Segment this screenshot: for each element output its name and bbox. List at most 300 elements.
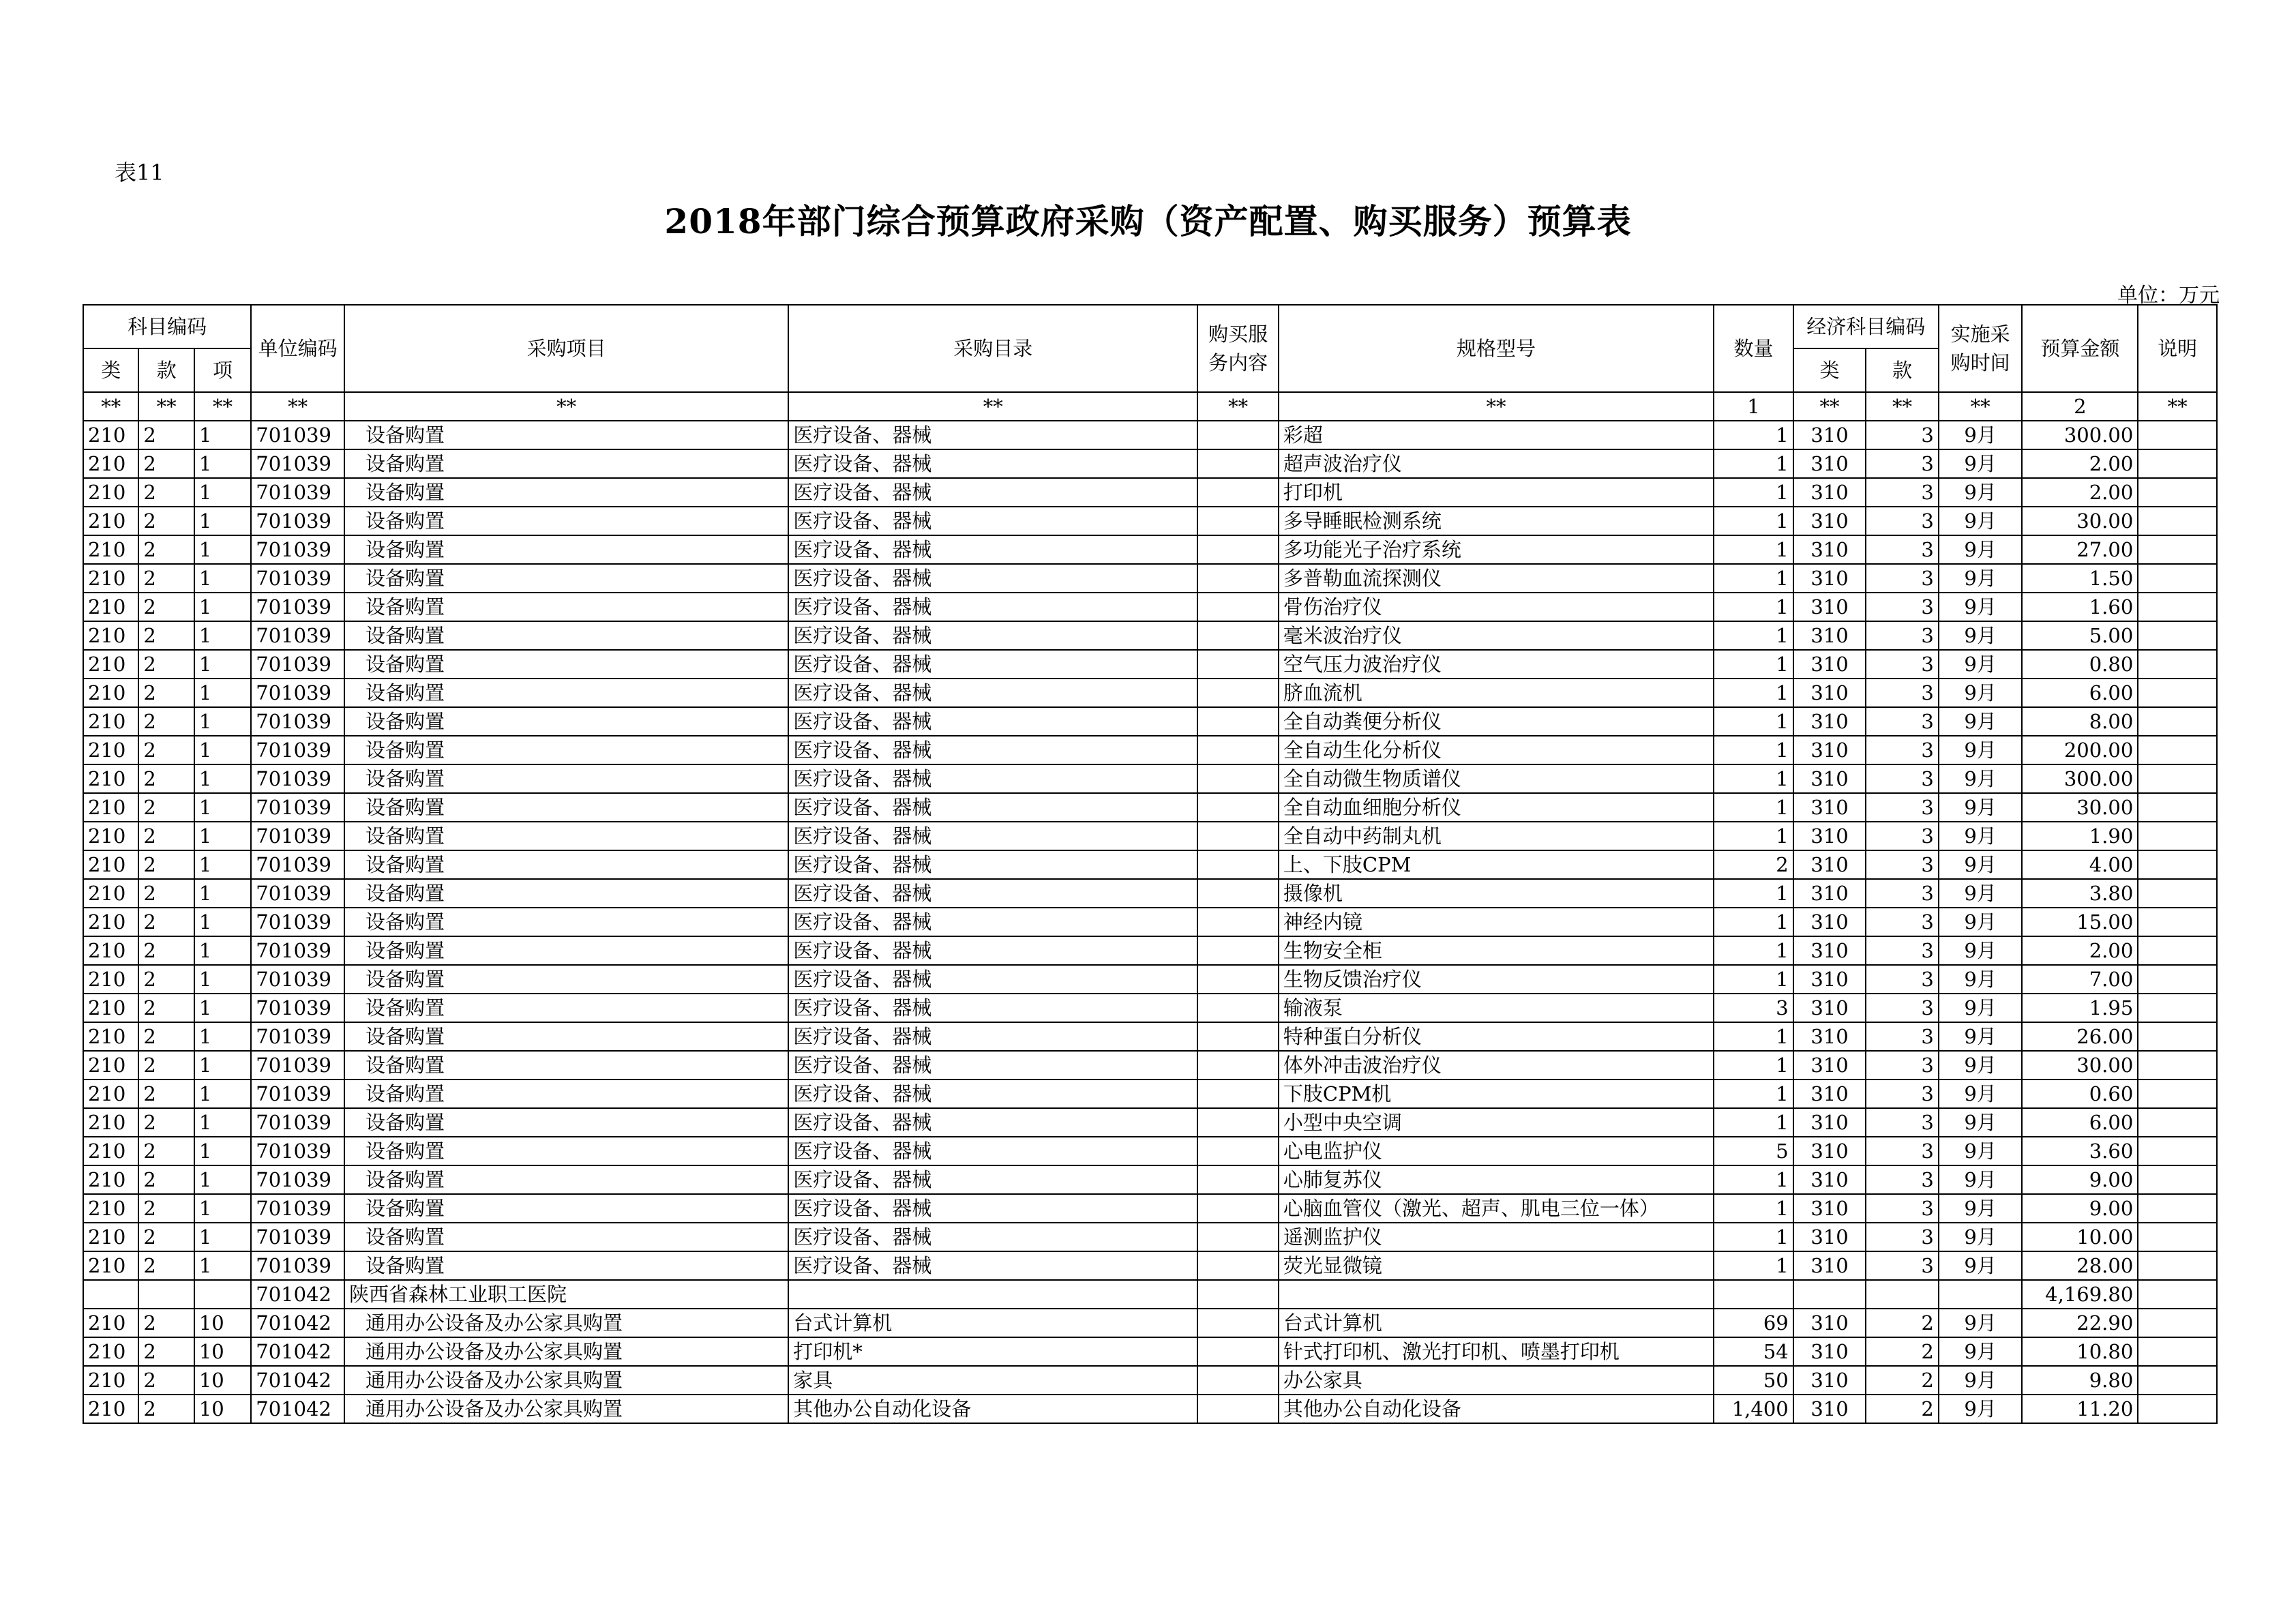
table-body — [83, 392, 2217, 1423]
cell-econ-kuan: 3 — [1866, 994, 1939, 1022]
cell-amount: 28.00 — [2022, 1251, 2138, 1280]
cell-econ-lei: 310 — [1793, 1051, 1866, 1079]
cell-catalog: 医疗设备、器械 — [788, 535, 1197, 564]
cell-service — [1197, 736, 1279, 764]
cell-kuan: 2 — [138, 879, 194, 908]
cell-service — [1197, 994, 1279, 1022]
cell-service — [1197, 507, 1279, 535]
cell-kuan: 2 — [138, 707, 194, 736]
cell-lei: 210 — [83, 449, 138, 478]
cell-econ-kuan: 3 — [1866, 736, 1939, 764]
cell-kuan: 2 — [138, 908, 194, 936]
cell-qty: 1 — [1714, 1223, 1793, 1251]
cell-unit-code: 701039 — [251, 707, 344, 736]
cell-catalog: 医疗设备、器械 — [788, 879, 1197, 908]
cell-spec: 全自动微生物质谱仪 — [1279, 764, 1714, 793]
cell-unit-code: 701039 — [251, 1051, 344, 1079]
cell-spec: 荧光显微镜 — [1279, 1251, 1714, 1280]
cell-catalog: 打印机* — [788, 1337, 1197, 1366]
cell-service — [1197, 449, 1279, 478]
cell-catalog: 医疗设备、器械 — [788, 650, 1197, 679]
cell-lei: 210 — [83, 621, 138, 650]
cell-lei: 210 — [83, 1137, 138, 1165]
cell-econ-lei: 310 — [1793, 507, 1866, 535]
cell-project: 陕西省森林工业职工医院 — [344, 1280, 788, 1309]
cell-spec: 彩超 — [1279, 421, 1714, 449]
cell-spec: 心脑血管仪（激光、超声、肌电三位一体） — [1279, 1194, 1714, 1223]
table-row — [83, 707, 2217, 736]
cell-note — [2138, 564, 2217, 593]
cell-kuan: 2 — [138, 736, 194, 764]
cell-service — [1197, 1108, 1279, 1137]
cell-econ-kuan: 3 — [1866, 1108, 1939, 1137]
cell-econ-lei: 310 — [1793, 764, 1866, 793]
cell-time: 9月 — [1939, 1223, 2023, 1251]
cell-econ-lei: 310 — [1793, 908, 1866, 936]
cell-time: 9月 — [1939, 1137, 2023, 1165]
cell-unit-code: 701039 — [251, 1108, 344, 1137]
budget-table — [83, 304, 2218, 1424]
cell-amount: 2.00 — [2022, 478, 2138, 507]
cell-econ-kuan: 3 — [1866, 1165, 1939, 1194]
cell-unit-code: 701039 — [251, 764, 344, 793]
cell-spec: 台式计算机 — [1279, 1309, 1714, 1337]
cell-catalog: 医疗设备、器械 — [788, 994, 1197, 1022]
cell-time: 9月 — [1939, 736, 2023, 764]
cell-kuan — [138, 1280, 194, 1309]
cell-econ-lei: 310 — [1793, 1194, 1866, 1223]
cell-xiang: 1 — [194, 936, 251, 965]
cell-lei: 210 — [83, 1165, 138, 1194]
cell-qty: 1 — [1714, 535, 1793, 564]
table-row — [83, 764, 2217, 793]
cell-project: 设备购置 — [344, 593, 788, 621]
marker-cell: ** — [1793, 392, 1866, 421]
cell-lei: 210 — [83, 1194, 138, 1223]
cell-service — [1197, 850, 1279, 879]
cell-econ-kuan: 3 — [1866, 621, 1939, 650]
cell-econ-kuan: 3 — [1866, 707, 1939, 736]
cell-qty: 1 — [1714, 1079, 1793, 1108]
cell-note — [2138, 1309, 2217, 1337]
cell-project: 设备购置 — [344, 1108, 788, 1137]
cell-catalog — [788, 1280, 1197, 1309]
table-row — [83, 994, 2217, 1022]
cell-project: 设备购置 — [344, 994, 788, 1022]
cell-unit-code: 701039 — [251, 650, 344, 679]
header-time: 实施采购时间 — [1939, 305, 2023, 392]
cell-catalog: 医疗设备、器械 — [788, 593, 1197, 621]
table-row — [83, 1251, 2217, 1280]
cell-note — [2138, 1108, 2217, 1137]
cell-kuan: 2 — [138, 679, 194, 707]
cell-service — [1197, 1194, 1279, 1223]
cell-econ-lei: 310 — [1793, 564, 1866, 593]
cell-econ-kuan: 3 — [1866, 507, 1939, 535]
header-econ-kuan: 款 — [1866, 348, 1939, 392]
cell-service — [1197, 908, 1279, 936]
cell-unit-code: 701039 — [251, 679, 344, 707]
cell-note — [2138, 1395, 2217, 1423]
cell-kuan: 2 — [138, 535, 194, 564]
cell-amount: 30.00 — [2022, 1051, 2138, 1079]
cell-catalog: 家具 — [788, 1366, 1197, 1395]
cell-xiang: 1 — [194, 1165, 251, 1194]
cell-catalog: 医疗设备、器械 — [788, 679, 1197, 707]
cell-project: 设备购置 — [344, 1223, 788, 1251]
cell-qty: 1 — [1714, 650, 1793, 679]
cell-qty: 1 — [1714, 822, 1793, 850]
cell-xiang: 10 — [194, 1337, 251, 1366]
cell-note — [2138, 1337, 2217, 1366]
table-row — [83, 1223, 2217, 1251]
cell-econ-lei: 310 — [1793, 1337, 1866, 1366]
cell-amount: 9.80 — [2022, 1366, 2138, 1395]
cell-xiang: 1 — [194, 449, 251, 478]
header-project: 采购项目 — [344, 305, 788, 392]
cell-econ-kuan: 3 — [1866, 1137, 1939, 1165]
cell-unit-code: 701039 — [251, 449, 344, 478]
cell-unit-code: 701039 — [251, 1194, 344, 1223]
cell-project: 设备购置 — [344, 1194, 788, 1223]
cell-catalog: 医疗设备、器械 — [788, 965, 1197, 994]
cell-unit-code: 701039 — [251, 936, 344, 965]
cell-econ-kuan: 3 — [1866, 1051, 1939, 1079]
cell-econ-lei: 310 — [1793, 1395, 1866, 1423]
header-econ-code: 经济科目编码 — [1793, 305, 1939, 348]
table-row — [83, 449, 2217, 478]
group-row — [83, 1280, 2217, 1309]
cell-unit-code: 701039 — [251, 994, 344, 1022]
cell-time: 9月 — [1939, 650, 2023, 679]
cell-econ-lei: 310 — [1793, 478, 1866, 507]
cell-spec: 其他办公自动化设备 — [1279, 1395, 1714, 1423]
cell-unit-code: 701042 — [251, 1395, 344, 1423]
marker-cell: ** — [344, 392, 788, 421]
table-row — [83, 593, 2217, 621]
cell-time: 9月 — [1939, 621, 2023, 650]
cell-service — [1197, 1137, 1279, 1165]
cell-kuan: 2 — [138, 621, 194, 650]
cell-qty: 5 — [1714, 1137, 1793, 1165]
cell-catalog: 医疗设备、器械 — [788, 793, 1197, 822]
cell-unit-code: 701039 — [251, 535, 344, 564]
cell-lei: 210 — [83, 850, 138, 879]
cell-unit-code: 701039 — [251, 1137, 344, 1165]
cell-kuan: 2 — [138, 564, 194, 593]
cell-kuan: 2 — [138, 1079, 194, 1108]
cell-catalog: 医疗设备、器械 — [788, 1137, 1197, 1165]
cell-qty: 1 — [1714, 679, 1793, 707]
cell-econ-kuan: 2 — [1866, 1366, 1939, 1395]
cell-note — [2138, 1137, 2217, 1165]
cell-qty: 1 — [1714, 1051, 1793, 1079]
cell-note — [2138, 1366, 2217, 1395]
cell-xiang: 1 — [194, 1051, 251, 1079]
cell-time: 9月 — [1939, 879, 2023, 908]
table-header — [83, 305, 2217, 392]
marker-cell: ** — [194, 392, 251, 421]
cell-amount: 9.00 — [2022, 1194, 2138, 1223]
cell-amount: 0.80 — [2022, 650, 2138, 679]
cell-econ-lei: 310 — [1793, 1223, 1866, 1251]
cell-time: 9月 — [1939, 1337, 2023, 1366]
cell-service — [1197, 650, 1279, 679]
cell-note — [2138, 1223, 2217, 1251]
cell-spec: 小型中央空调 — [1279, 1108, 1714, 1137]
cell-econ-lei: 310 — [1793, 1137, 1866, 1165]
cell-catalog: 医疗设备、器械 — [788, 707, 1197, 736]
header-subject-code: 科目编码 — [83, 305, 251, 348]
cell-spec: 打印机 — [1279, 478, 1714, 507]
cell-project: 设备购置 — [344, 621, 788, 650]
cell-project: 通用办公设备及办公家具购置 — [344, 1337, 788, 1366]
header-catalog: 采购目录 — [788, 305, 1197, 392]
cell-note — [2138, 1051, 2217, 1079]
cell-service — [1197, 1309, 1279, 1337]
cell-qty: 1,400 — [1714, 1395, 1793, 1423]
cell-note — [2138, 822, 2217, 850]
cell-project: 设备购置 — [344, 449, 788, 478]
cell-project: 设备购置 — [344, 421, 788, 449]
header-spec: 规格型号 — [1279, 305, 1714, 392]
cell-spec: 上、下肢CPM — [1279, 850, 1714, 879]
cell-xiang: 1 — [194, 679, 251, 707]
cell-time: 9月 — [1939, 535, 2023, 564]
cell-project: 设备购置 — [344, 1137, 788, 1165]
cell-amount: 3.60 — [2022, 1137, 2138, 1165]
cell-qty: 2 — [1714, 850, 1793, 879]
cell-time: 9月 — [1939, 1079, 2023, 1108]
cell-econ-lei: 310 — [1793, 535, 1866, 564]
cell-unit-code: 701039 — [251, 421, 344, 449]
cell-lei: 210 — [83, 994, 138, 1022]
cell-unit-code: 701039 — [251, 879, 344, 908]
cell-note — [2138, 421, 2217, 449]
cell-unit-code: 701042 — [251, 1337, 344, 1366]
cell-amount: 30.00 — [2022, 793, 2138, 822]
cell-service — [1197, 1395, 1279, 1423]
cell-time: 9月 — [1939, 564, 2023, 593]
cell-qty: 1 — [1714, 793, 1793, 822]
cell-qty: 1 — [1714, 478, 1793, 507]
cell-qty: 1 — [1714, 564, 1793, 593]
cell-xiang: 1 — [194, 850, 251, 879]
cell-time: 9月 — [1939, 707, 2023, 736]
cell-econ-kuan: 3 — [1866, 793, 1939, 822]
cell-unit-code: 701039 — [251, 736, 344, 764]
cell-amount: 2.00 — [2022, 936, 2138, 965]
cell-kuan: 2 — [138, 449, 194, 478]
marker-cell: ** — [788, 392, 1197, 421]
cell-xiang: 1 — [194, 994, 251, 1022]
cell-kuan: 2 — [138, 1108, 194, 1137]
cell-note — [2138, 1022, 2217, 1051]
cell-spec: 全自动粪便分析仪 — [1279, 707, 1714, 736]
cell-kuan: 2 — [138, 936, 194, 965]
cell-qty: 1 — [1714, 707, 1793, 736]
cell-project: 设备购置 — [344, 1022, 788, 1051]
cell-amount: 11.20 — [2022, 1395, 2138, 1423]
cell-qty: 1 — [1714, 764, 1793, 793]
cell-project: 设备购置 — [344, 822, 788, 850]
cell-kuan: 2 — [138, 478, 194, 507]
cell-econ-lei: 310 — [1793, 994, 1866, 1022]
marker-cell: ** — [1197, 392, 1279, 421]
cell-econ-lei: 310 — [1793, 621, 1866, 650]
cell-note — [2138, 1165, 2217, 1194]
cell-catalog: 医疗设备、器械 — [788, 736, 1197, 764]
cell-econ-kuan: 3 — [1866, 965, 1939, 994]
table-row — [83, 850, 2217, 879]
cell-qty: 1 — [1714, 593, 1793, 621]
cell-spec: 办公家具 — [1279, 1366, 1714, 1395]
cell-note — [2138, 908, 2217, 936]
cell-kuan: 2 — [138, 1051, 194, 1079]
marker-cell: ** — [83, 392, 138, 421]
cell-xiang: 1 — [194, 1108, 251, 1137]
cell-qty: 1 — [1714, 421, 1793, 449]
cell-spec: 下肢CPM机 — [1279, 1079, 1714, 1108]
cell-xiang: 1 — [194, 593, 251, 621]
cell-spec: 多普勒血流探测仪 — [1279, 564, 1714, 593]
cell-time: 9月 — [1939, 1165, 2023, 1194]
cell-kuan: 2 — [138, 593, 194, 621]
cell-xiang: 1 — [194, 908, 251, 936]
cell-xiang: 1 — [194, 1223, 251, 1251]
cell-amount: 8.00 — [2022, 707, 2138, 736]
cell-time: 9月 — [1939, 1251, 2023, 1280]
cell-project: 通用办公设备及办公家具购置 — [344, 1366, 788, 1395]
cell-kuan: 2 — [138, 650, 194, 679]
cell-lei: 210 — [83, 421, 138, 449]
cell-qty: 54 — [1714, 1337, 1793, 1366]
cell-econ-kuan: 2 — [1866, 1337, 1939, 1366]
cell-spec: 摄像机 — [1279, 879, 1714, 908]
cell-project: 设备购置 — [344, 1165, 788, 1194]
cell-kuan: 2 — [138, 965, 194, 994]
cell-amount: 1.60 — [2022, 593, 2138, 621]
cell-amount: 6.00 — [2022, 1108, 2138, 1137]
cell-unit-code: 701042 — [251, 1280, 344, 1309]
cell-note — [2138, 507, 2217, 535]
cell-note — [2138, 621, 2217, 650]
cell-lei: 210 — [83, 564, 138, 593]
cell-qty: 1 — [1714, 879, 1793, 908]
cell-amount: 26.00 — [2022, 1022, 2138, 1051]
cell-qty: 1 — [1714, 908, 1793, 936]
cell-qty: 69 — [1714, 1309, 1793, 1337]
cell-kuan: 2 — [138, 793, 194, 822]
cell-econ-lei: 310 — [1793, 850, 1866, 879]
cell-kuan: 2 — [138, 1194, 194, 1223]
cell-lei: 210 — [83, 679, 138, 707]
cell-service — [1197, 679, 1279, 707]
cell-qty: 1 — [1714, 621, 1793, 650]
cell-kuan: 2 — [138, 1395, 194, 1423]
cell-econ-lei: 310 — [1793, 449, 1866, 478]
cell-econ-lei: 310 — [1793, 936, 1866, 965]
table-row — [83, 1022, 2217, 1051]
cell-xiang — [194, 1280, 251, 1309]
cell-kuan: 2 — [138, 994, 194, 1022]
cell-time: 9月 — [1939, 908, 2023, 936]
marker-cell: 2 — [2022, 392, 2138, 421]
cell-econ-kuan: 3 — [1866, 679, 1939, 707]
cell-note — [2138, 994, 2217, 1022]
header-xiang: 项 — [194, 348, 251, 392]
cell-service — [1197, 1223, 1279, 1251]
cell-unit-code: 701039 — [251, 621, 344, 650]
cell-qty — [1714, 1280, 1793, 1309]
cell-project: 通用办公设备及办公家具购置 — [344, 1309, 788, 1337]
cell-spec: 超声波治疗仪 — [1279, 449, 1714, 478]
marker-cell: ** — [138, 392, 194, 421]
cell-spec: 空气压力波治疗仪 — [1279, 650, 1714, 679]
cell-project: 设备购置 — [344, 507, 788, 535]
cell-unit-code: 701039 — [251, 965, 344, 994]
cell-note — [2138, 650, 2217, 679]
cell-unit-code: 701039 — [251, 822, 344, 850]
cell-xiang: 1 — [194, 564, 251, 593]
cell-econ-kuan: 3 — [1866, 478, 1939, 507]
table-row — [83, 736, 2217, 764]
cell-project: 设备购置 — [344, 535, 788, 564]
cell-econ-lei: 310 — [1793, 650, 1866, 679]
header-unit-code: 单位编码 — [251, 305, 344, 392]
cell-amount: 9.00 — [2022, 1165, 2138, 1194]
cell-xiang: 1 — [194, 507, 251, 535]
cell-time: 9月 — [1939, 1051, 2023, 1079]
table-row — [83, 793, 2217, 822]
cell-service — [1197, 535, 1279, 564]
cell-catalog: 医疗设备、器械 — [788, 908, 1197, 936]
cell-spec: 脐血流机 — [1279, 679, 1714, 707]
cell-spec: 心肺复苏仪 — [1279, 1165, 1714, 1194]
cell-lei: 210 — [83, 1309, 138, 1337]
cell-lei: 210 — [83, 879, 138, 908]
cell-note — [2138, 965, 2217, 994]
cell-time: 9月 — [1939, 850, 2023, 879]
cell-econ-lei: 310 — [1793, 679, 1866, 707]
cell-qty: 1 — [1714, 449, 1793, 478]
cell-service — [1197, 564, 1279, 593]
cell-xiang: 1 — [194, 1022, 251, 1051]
cell-econ-lei: 310 — [1793, 1108, 1866, 1137]
cell-unit-code: 701042 — [251, 1309, 344, 1337]
cell-service — [1197, 1022, 1279, 1051]
table-row — [83, 1137, 2217, 1165]
cell-time: 9月 — [1939, 793, 2023, 822]
table-row — [83, 822, 2217, 850]
cell-note — [2138, 1079, 2217, 1108]
cell-time: 9月 — [1939, 1395, 2023, 1423]
marker-cell: 1 — [1714, 392, 1793, 421]
cell-project: 设备购置 — [344, 564, 788, 593]
cell-kuan: 2 — [138, 850, 194, 879]
cell-econ-kuan: 3 — [1866, 1194, 1939, 1223]
cell-lei: 210 — [83, 1108, 138, 1137]
cell-kuan: 2 — [138, 507, 194, 535]
table-number: 表11 — [115, 160, 164, 185]
cell-catalog: 医疗设备、器械 — [788, 1194, 1197, 1223]
cell-unit-code: 701039 — [251, 1165, 344, 1194]
cell-note — [2138, 1280, 2217, 1309]
cell-catalog: 医疗设备、器械 — [788, 1251, 1197, 1280]
cell-project: 通用办公设备及办公家具购置 — [344, 1395, 788, 1423]
cell-time: 9月 — [1939, 679, 2023, 707]
cell-unit-code: 701039 — [251, 478, 344, 507]
